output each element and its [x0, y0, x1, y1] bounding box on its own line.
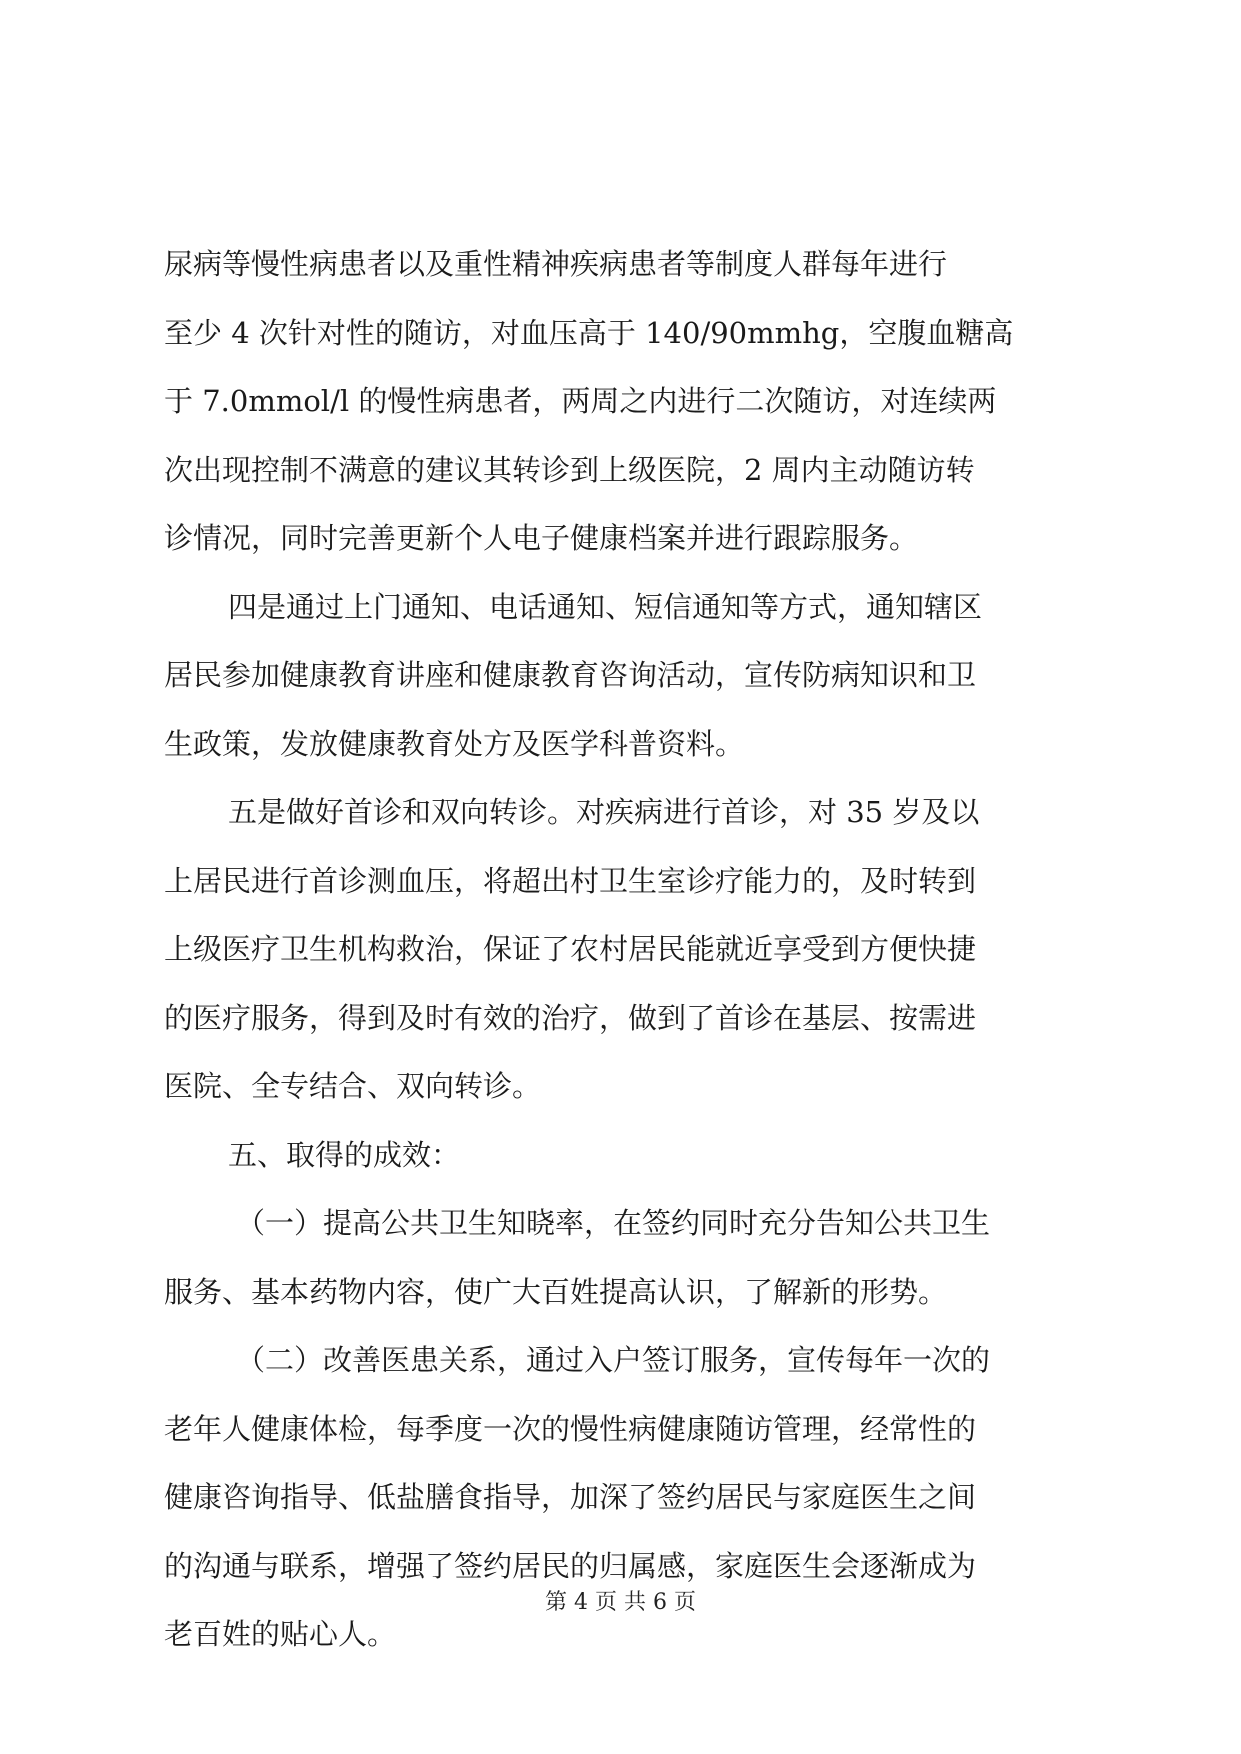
text-line: 健康咨询指导、低盐膳食指导，加深了签约居民与家庭医生之间 — [164, 1480, 977, 1514]
document-body — [164, 230, 1084, 1669]
paragraph-start: （一）提高公共卫生知晓率，在签约同时充分告知公共卫生 — [236, 1206, 991, 1240]
text-line: 的沟通与联系，增强了签约居民的归属感，家庭医生会逐渐成为 — [164, 1548, 977, 1583]
text-line: 老百姓的贴心人。 — [164, 1617, 397, 1651]
text-line: 的医疗服务，得到及时有效的治疗，做到了首诊在基层、按需进 — [164, 1000, 977, 1035]
text-line: 上级医疗卫生机构救治，保证了农村居民能就近享受到方便快捷 — [164, 932, 977, 966]
paragraph-start: （二）改善医患关系，通过入户签订服务，宣传每年一次的 — [236, 1343, 991, 1377]
text-line: 上居民进行首诊测血压，将超出村卫生室诊疗能力的，及时转到 — [164, 863, 977, 898]
text-line: 至少 4 次针对性的随访，对血压高于 140/90mmhg，空腹血糖高 — [164, 315, 1014, 350]
paragraph-start: 四是通过上门通知、电话通知、短信通知等方式，通知辖区 — [228, 589, 983, 624]
text-line: 次出现控制不满意的建议其转诊到上级医院，2 周内主动随访转 — [164, 452, 975, 487]
text-line: 居民参加健康教育讲座和健康教育咨询活动，宣传防病知识和卫 — [164, 658, 977, 692]
text-line: 尿病等慢性病患者以及重性精神疾病患者等制度人群每年进行 — [164, 247, 948, 281]
text-line: 服务、基本药物内容，使广大百姓提高认识，了解新的形势。 — [164, 1274, 948, 1309]
page-number-footer: 第 4 页 共 6 页 — [545, 1590, 696, 1615]
text-line: 医院、全专结合、双向转诊。 — [164, 1069, 542, 1103]
text-line: 老年人健康体检，每季度一次的慢性病健康随访管理，经常性的 — [164, 1411, 977, 1446]
text-line: 生政策，发放健康教育处方及医学科普资料。 — [164, 726, 745, 761]
paragraph-start: 五是做好首诊和双向转诊。对疾病进行首诊，对 35 岁及以 — [228, 795, 980, 829]
text-line: 于 7.0mmol/l 的慢性病患者，两周之内进行二次随访，对连续两 — [164, 384, 997, 418]
text-line: 诊情况，同时完善更新个人电子健康档案并进行跟踪服务。 — [164, 521, 919, 555]
section-heading: 五、取得的成效： — [228, 1137, 461, 1172]
